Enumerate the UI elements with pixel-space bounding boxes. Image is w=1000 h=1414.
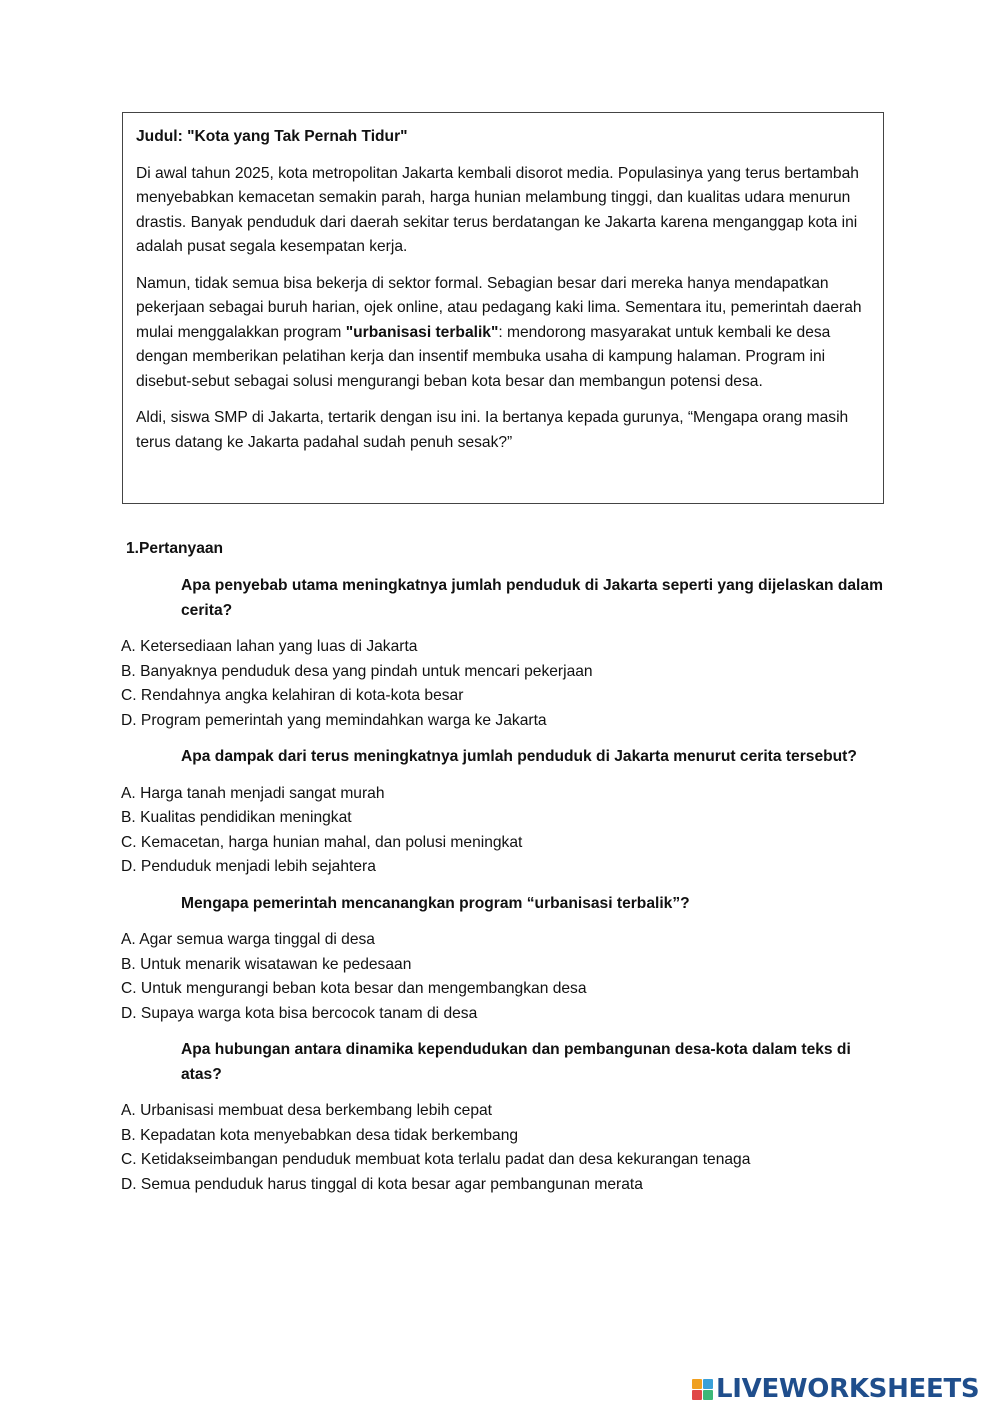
- question-text: Apa hubungan antara dinamika kependudukan dan pembangunan desa-kota dalam teks di atas?: [181, 1041, 851, 1083]
- story-paragraph-2-text-b: : mendorong masyarakat untuk kembali ke desa dengan memberikan pelatihan kerja dan insentif membuka usaha di kampung halaman. Program ini disebut-sebut sebagai solusi mengurangi beban kota besar dan membangun potensi desa.: [136, 323, 831, 390]
- option-c[interactable]: C. Untuk mengurangi beban kota besar dan mengembangkan desa: [121, 980, 587, 997]
- option-a[interactable]: A. Ketersediaan lahan yang luas di Jakarta: [121, 638, 418, 655]
- option-b[interactable]: B. Kualitas pendidikan meningkat: [121, 809, 352, 826]
- option-d[interactable]: D. Penduduk menjadi lebih sejahtera: [121, 858, 376, 875]
- option-c[interactable]: C. Rendahnya angka kelahiran di kota-kota besar: [121, 687, 464, 704]
- logo-tile: [692, 1379, 702, 1389]
- option-b[interactable]: B. Banyaknya penduduk desa yang pindah untuk mencari pekerjaan: [121, 662, 593, 680]
- liveworksheets-logo-icon: [692, 1379, 713, 1400]
- question-list: [121, 574, 891, 1197]
- story-box: [122, 112, 884, 504]
- liveworksheets-logo: [692, 1374, 979, 1404]
- story-paragraph-2-text-a: Namun, tidak semua bisa bekerja di sektor formal. Sebagian besar dari mereka hanya mendapatkan pekerjaan sebagai buruh harian, ojek online, atau pedagang kaki lima. Sementara itu, pemerintah daerah mulai menggalakkan program: [136, 274, 862, 341]
- logo-tile: [703, 1379, 713, 1389]
- option-b[interactable]: B. Untuk menarik wisatawan ke pedesaan: [121, 955, 412, 973]
- option-a[interactable]: A. Harga tanah menjadi sangat murah: [121, 784, 385, 802]
- story-paragraph-2: [136, 272, 870, 395]
- option-a[interactable]: A. Agar semua warga tinggal di desa: [121, 931, 375, 948]
- option-b[interactable]: B. Kepadatan kota menyebabkan desa tidak berkembang: [121, 1126, 519, 1144]
- story-paragraph-2-bold: "urbanisasi terbalik": [345, 323, 499, 341]
- option-d[interactable]: D. Program pemerintah yang memindahkan warga ke Jakarta: [121, 711, 547, 729]
- option-c[interactable]: C. Kemacetan, harga hunian mahal, dan polusi meningkat: [121, 833, 523, 851]
- question-1: [121, 574, 891, 733]
- question-text: Apa dampak dari terus meningkatnya jumlah penduduk di Jakarta menurut cerita tersebut?: [181, 748, 857, 765]
- option-d[interactable]: D. Semua penduduk harus tinggal di kota besar agar pembangunan merata: [121, 1175, 643, 1193]
- question-text: Mengapa pemerintah mencanangkan program “urbanisasi terbalik”?: [181, 894, 690, 912]
- story-paragraph-3: Aldi, siswa SMP di Jakarta, tertarik dengan isu ini. Ia bertanya kepada gurunya, “Mengapa orang masih terus datang ke Jakarta padahal sudah penuh sesak?”: [136, 409, 849, 451]
- logo-text: LIVEWORKSHEETS: [716, 1374, 980, 1404]
- question-2: [121, 745, 891, 880]
- logo-tile: [692, 1390, 702, 1400]
- question-3: [121, 892, 891, 1027]
- option-a[interactable]: A. Urbanisasi membuat desa berkembang lebih cepat: [121, 1102, 492, 1119]
- story-paragraph-1: Di awal tahun 2025, kota metropolitan Jakarta kembali disorot media. Populasinya yang terus bertambah menyebabkan kemacetan semakin parah, harga hunian melambung tinggi, dan kualitas udara menurun drastis. Banyak penduduk dari daerah sekitar terus berdatangan ke Jakarta karena menganggap kota ini adalah pusat segala kesempatan kerja.: [136, 164, 859, 255]
- section-title: 1.Pertanyaan: [126, 540, 224, 557]
- question-text: Apa penyebab utama meningkatnya jumlah penduduk di Jakarta seperti yang dijelaskan dalam cerita?: [181, 577, 883, 619]
- option-d[interactable]: D. Supaya warga kota bisa bercocok tanam di desa: [121, 1004, 478, 1022]
- story-title: Judul: "Kota yang Tak Pernah Tidur": [136, 128, 408, 145]
- logo-tile: [703, 1390, 713, 1400]
- question-4: [121, 1038, 891, 1197]
- option-c[interactable]: C. Ketidakseimbangan penduduk membuat kota terlalu padat dan desa kekurangan tenaga: [121, 1151, 751, 1168]
